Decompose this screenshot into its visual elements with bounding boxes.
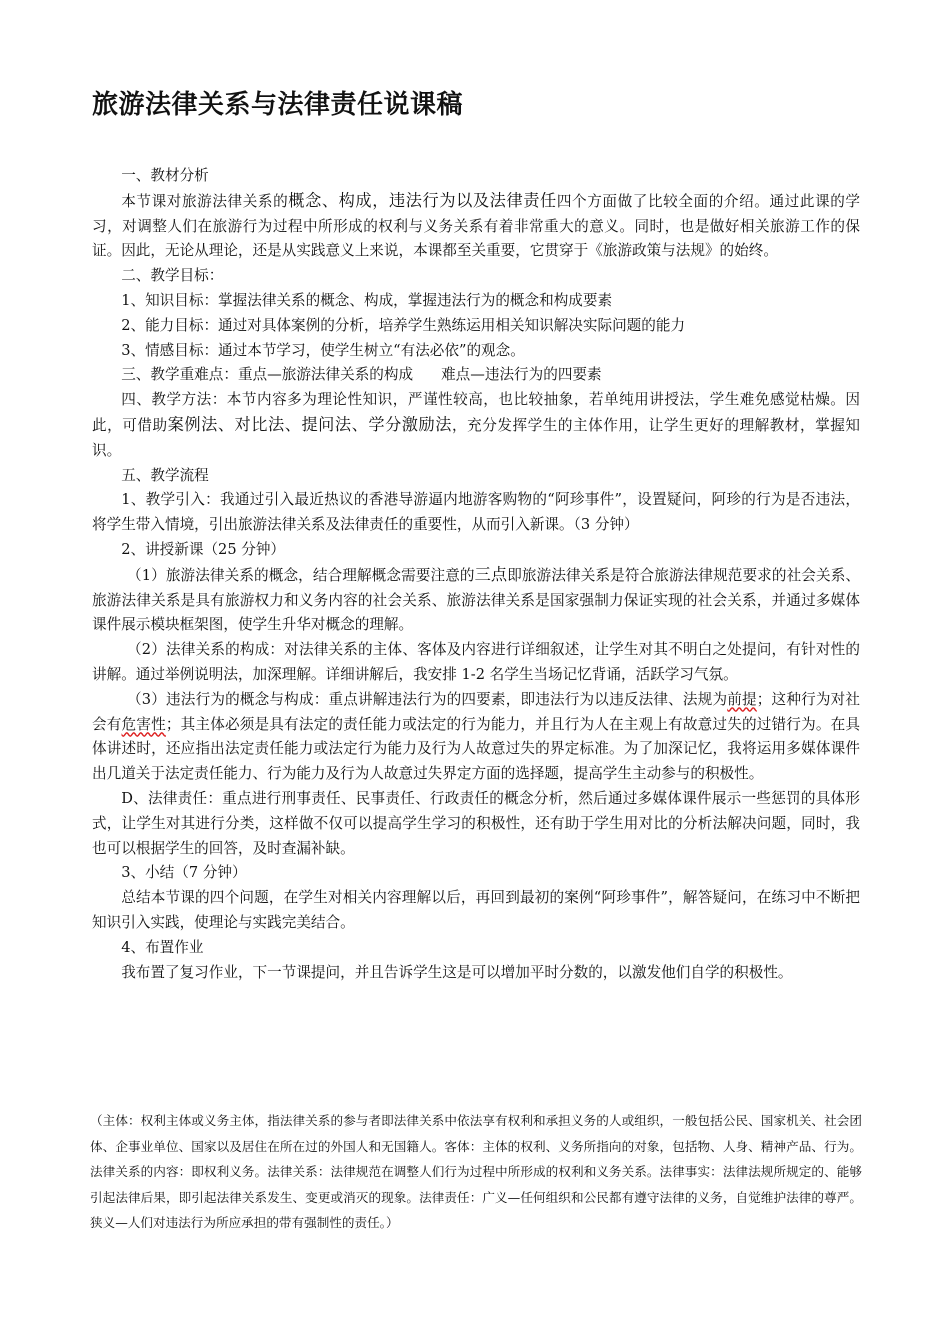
- text-run: 即旅游法律关系是符合旅游法律规范要求的社会关系、旅游法律关系是具有旅游权力和义务内容的社会关系、旅游法律关系是国家强制力保证实现的社会关系，并通过多媒体课件展示模块框架图，使学生升华对概念的理解。: [92, 566, 860, 634]
- summary-body: 总结本节课的四个问题，在学生对相关内容理解以后，再回到最初的案例“阿珍事件”，解答疑问，在练习中不断把知识引入实践，使理论与实践完美结合。: [92, 889, 860, 931]
- difficult-point: 难点—违法行为的四要素: [441, 366, 602, 384]
- spellcheck-word: 危害性: [121, 715, 166, 733]
- text-run: ；这种行为对社会有: [92, 690, 860, 733]
- text-run: 四个方面做了比较全面的介绍。通过此课的学习，对调整人们在旅游行为过程中所形成的权利与义务关系有着非常重大的意义。同时，也是做好相关旅游工作的保证。因此，无论从理论，还是从实践意义上来说，本课都至关重要，它贯穿于《旅游政策与法规》的始终。: [92, 192, 860, 260]
- document-body: [92, 164, 860, 985]
- goal-ability: 2、能力目标：通过对具体案例的分析，培养学生熟练运用相关知识解决实际问题的能力: [121, 316, 686, 334]
- section-heading-5: 五、教学流程: [121, 466, 209, 484]
- sub-illegal-act: [92, 688, 860, 787]
- text-run: （1）旅游法律关系的概念，结合理解概念需要注意的: [127, 566, 475, 584]
- sub-legal-liability: D、法律责任：重点进行刑事责任、民事责任、行政责任的概念分析，然后通过多媒体课件展示一些惩罚的具体形式，让学生对其进行分类，这样做不仅可以提高学生学习的积极性，还有助于学生用对比的分析法解决问题，同时，我也可以根据学生的回答，及时查漏补缺。: [92, 789, 860, 857]
- text-run: ；其主体必须是具有法定的责任能力或法定的行为能力，并且行为人在主观上有故意过失的过错行为。在具体讲述时，还应指出法定责任能力或法定行为能力及行为人故意过失的界定标准。为了加深记忆，我将运用多媒体课件出几道关于法定责任能力、行为能力及行为人故意过失界定方面的选择题，提高学生主动参与的积极性。: [92, 715, 860, 783]
- spellcheck-word: 前提: [727, 690, 757, 708]
- step-new-lesson: 2、讲授新课（25 分钟）: [121, 540, 286, 558]
- text-run-large: 案例法、对比法、提问法、学分激励法: [167, 414, 452, 434]
- step-summary: 3、小结（7 分钟）: [121, 864, 247, 882]
- paragraph-textbook-analysis: [92, 189, 860, 264]
- section-heading-2: 二、教学目标：: [121, 267, 224, 285]
- document-title: 旅游法律关系与法律责任说课稿: [92, 90, 464, 120]
- homework-body: 我布置了复习作业，下一节课提问，并且告诉学生这是可以增加平时分数的，以激发他们自学的积极性。: [121, 963, 793, 981]
- footnote: （主体：权利主体或义务主体，指法律关系的参与者即法律关系中依法享有权利和承担义务的人或组织，一般包括公民、国家机关、社会团体、企事业单位、国家以及居住在所在过的外国人和无国籍人。客体：主体的权利、义务所指向的对象，包括物、人身、精神产品、行为。法律关系的内容：即权利义务。法律关系：法律规范在调整人们行为过程中所形成的权利和义务关系。法律事实：法律法规所规定的、能够引起法律后果，即引起法律关系发生、变更或消灭的现象。法律责任：广义—任何组织和公民都有遵守法律的义务，自觉维护法律的尊严。狭义—人们对违法行为所应承担的带有强制性的责任。）: [90, 1113, 862, 1231]
- step-homework: 4、布置作业: [121, 938, 204, 956]
- sub-composition: （2）法律关系的构成：对法律关系的主体、客体及内容进行详细叙述，让学生对其不明白之处提问，有针对性的讲解。通过举例说明法，加深理解。详细讲解后，我安排 1-2 名学生当场记忆背诵，活跃学习气氛。: [92, 641, 860, 683]
- text-run: 四、教学方法：本节内容多为理论性知识，严谨性较高，也比较抽象，若单纯用讲授法，学生难免感觉枯燥。因此，可借助: [92, 391, 860, 434]
- text-run-large: 概念、构成，违法行为以及法律责任: [288, 190, 557, 210]
- section-heading-3: [92, 363, 860, 388]
- sub-concept: [92, 563, 860, 638]
- text-run: 本节课对旅游法律关系的: [121, 192, 289, 210]
- goal-knowledge: 1、知识目标：掌握法律关系的概念、构成，掌握违法行为的概念和构成要素: [121, 291, 613, 309]
- goal-emotion: 3、情感目标：通过本节学习，使学生树立“有法必依”的观念。: [121, 341, 525, 359]
- paragraph-teaching-method: [92, 388, 860, 463]
- step-introduction: 1、教学引入：我通过引入最近热议的香港导游逼内地游客购物的“阿珍事件”，设置疑问，阿珍的行为是否违法，将学生带入情境，引出旅游法律关系及法律责任的重要性，从而引入新课。（3 分钟）: [92, 491, 860, 534]
- text-run-large: 三点: [474, 564, 508, 584]
- text-run: （3）违法行为的概念与构成：重点讲解违法行为的四要素，即违法行为以违反法律、法规为: [127, 690, 728, 708]
- section-heading-1: 一、教材分析: [121, 167, 209, 184]
- text-run: ，充分发挥学生的主体作用，让学生更好的理解教材，掌握知识。: [92, 416, 860, 459]
- key-point: 三、教学重难点：重点—旅游法律关系的构成: [121, 366, 414, 384]
